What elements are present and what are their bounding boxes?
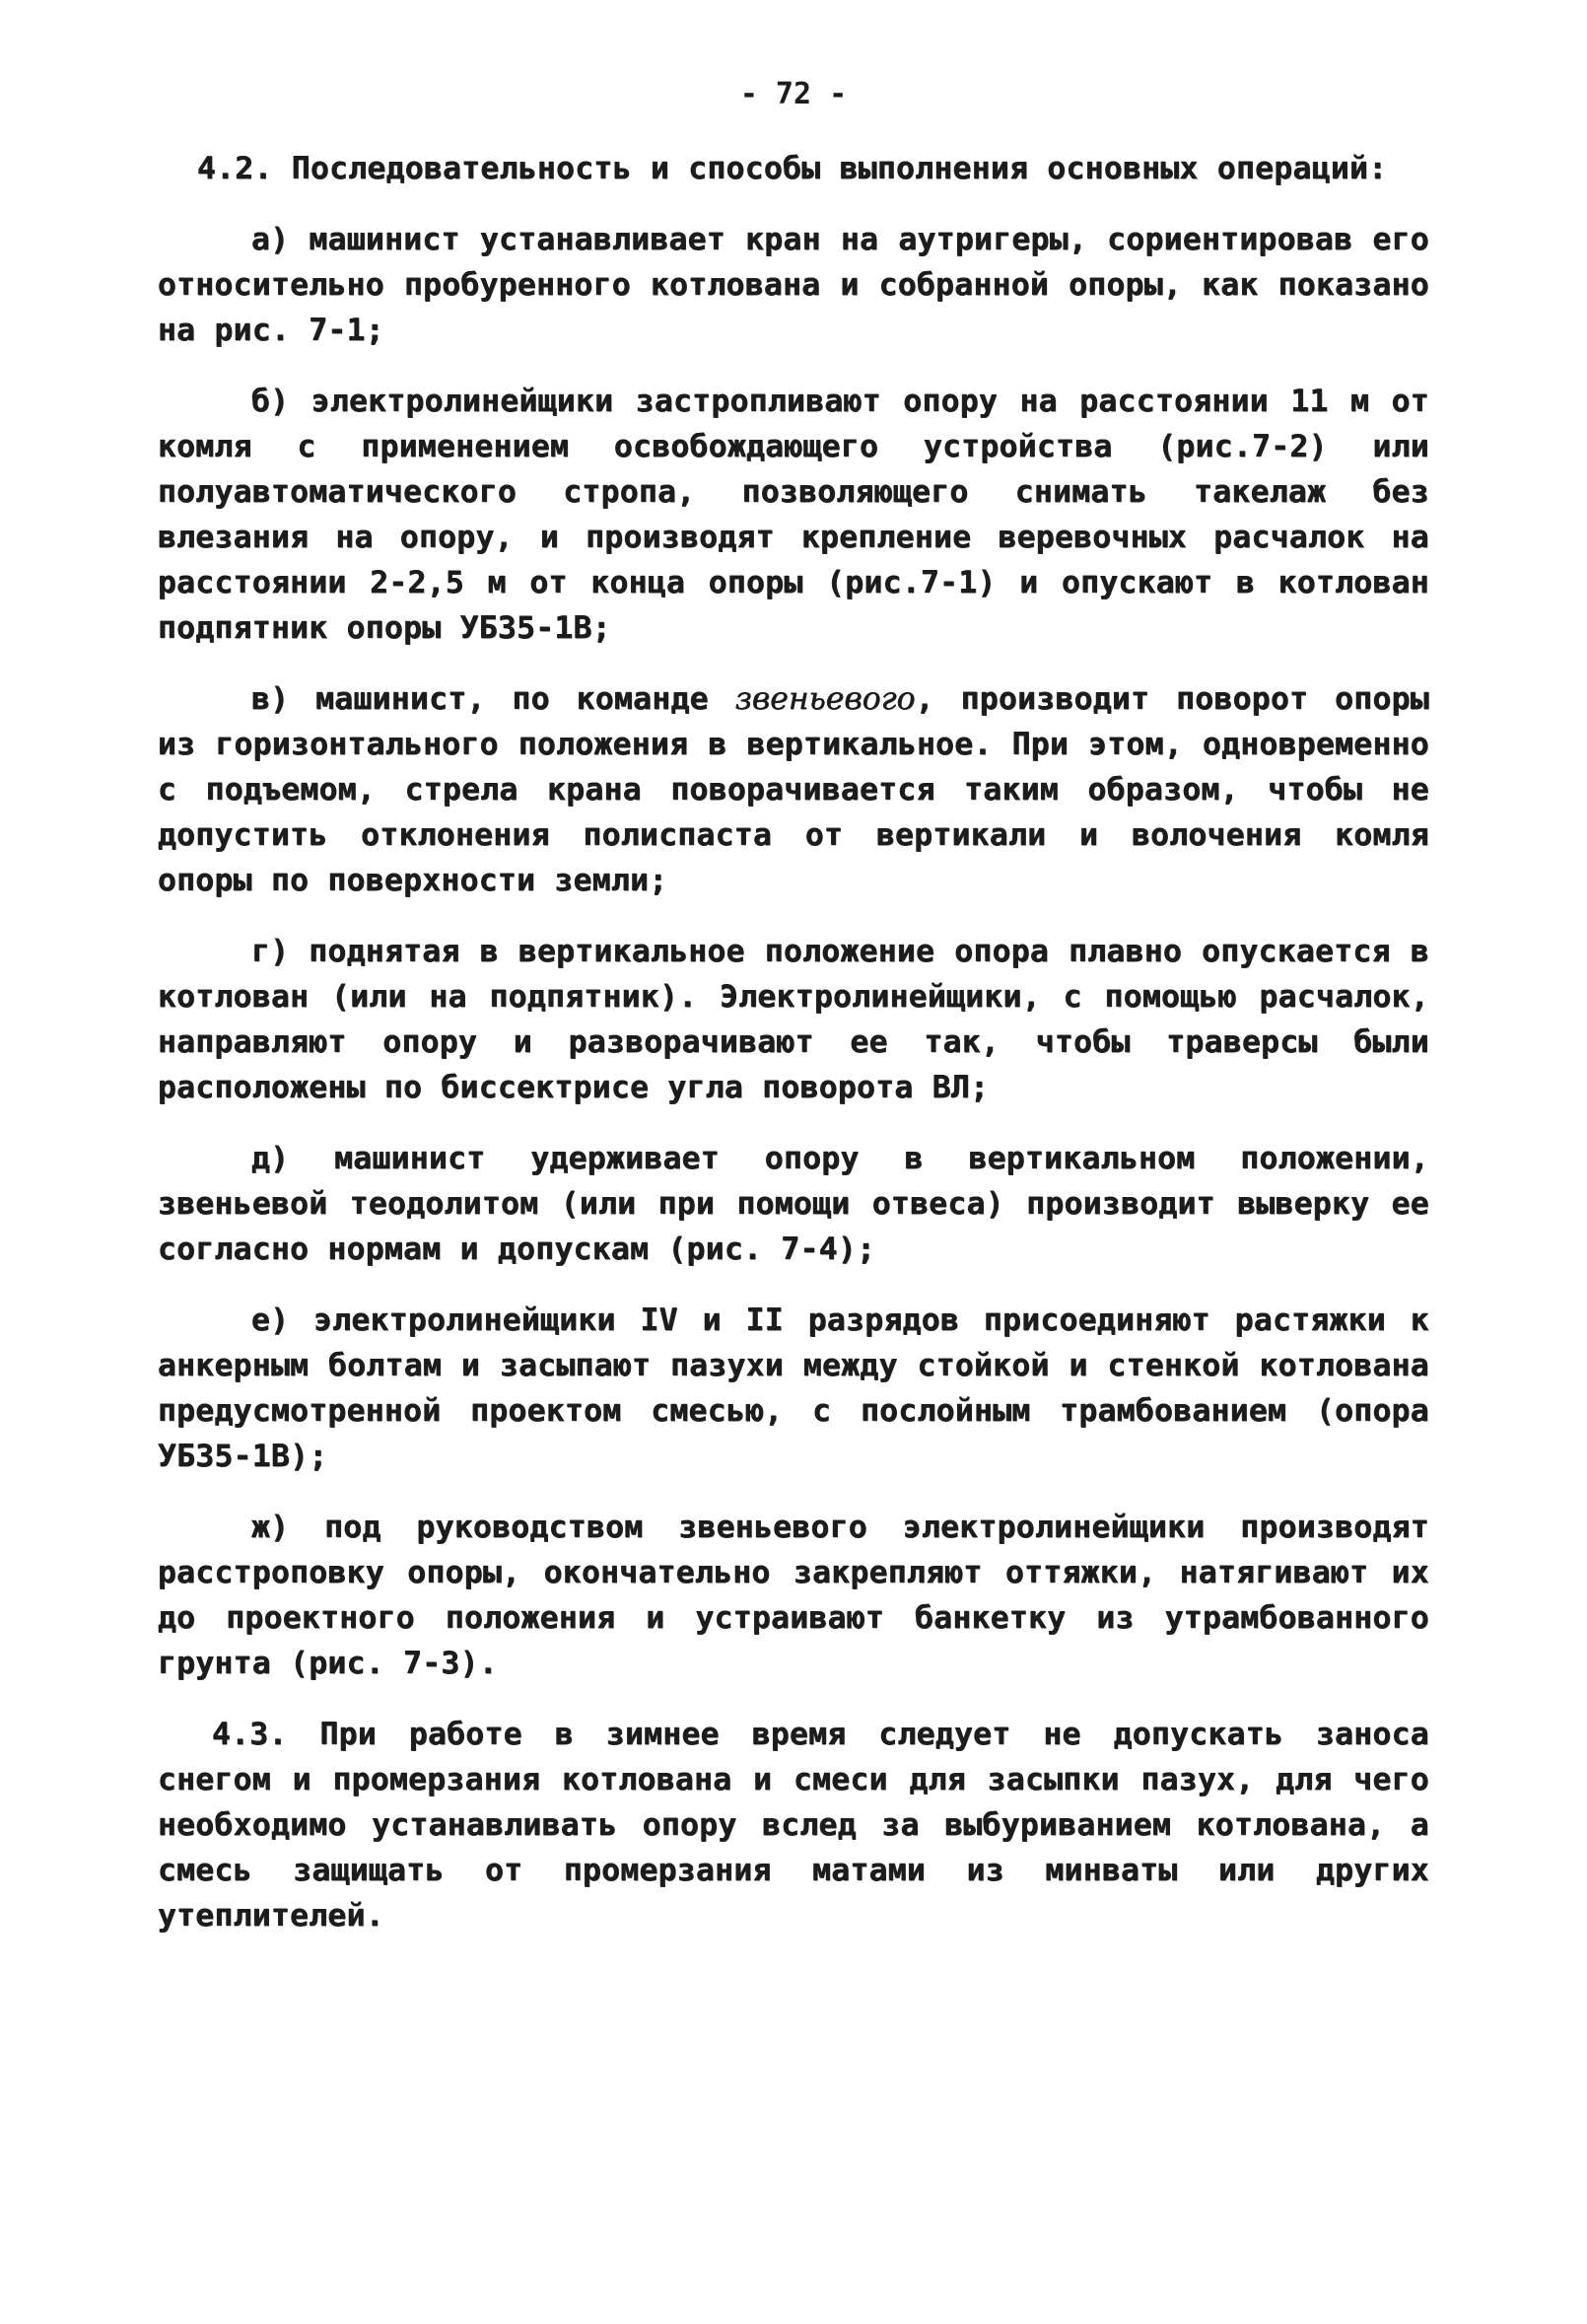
section-heading-4-2: 4.2. Последовательность и способы выполнения основных операций: (197, 151, 1388, 186)
list-item-v-text-after: , производит поворот опоры из горизонтального положения в вертикальное. При этом, одновременно с подъемом, стрела крана поворачивается таким образом, чтобы не допустить отклонения полиспаста от вертикали и волочения комля опоры по поверхности земли; (158, 681, 1430, 898)
section-paragraph-4-3: 4.3. При работе в зимнее время следует не допускать заноса снегом и промерзания котлована и смеси для засыпки пазух, для чего необходимо устанавливать опору вслед за выбуриванием котлована, а смесь защищать от промерзания матами из минваты или других утеплителей. (158, 1717, 1429, 1934)
list-item-zh: ж) под руководством звеньевого электролинейщики производят расстроповку опоры, окончательно закрепляют оттяжки, натягивают их до проектного положения и устраивают банкетку из утрамбованного грунта (рис. 7-3). (158, 1510, 1429, 1681)
list-item-v (158, 676, 1429, 903)
list-item-d: д) машинист удерживает опору в вертикальном положении, звеньевой теодолитом (или при помощи отвеса) производит выверку ее согласно нормам и допускам (рис. 7-4); (158, 1141, 1429, 1267)
list-item-a: а) машинист устанавливает кран на аутригеры, сориентировав его относительно пробуренного котлована и собранной опоры, как показано на рис. 7-1; (158, 222, 1429, 348)
page-number: - 72 - (739, 77, 848, 111)
list-item-v-text-before: в) машинист, по команде (251, 681, 735, 717)
handwritten-insertion: звеньевого (734, 681, 916, 717)
list-item-g: г) поднятая в вертикальное положение опора плавно опускается в котлован (или на подпятник). Электролинейщики, с помощью расчалок, направляют опору и разворачивают ее так, чтобы траверсы были расположены по биссектрисе угла поворота ВЛ; (158, 934, 1429, 1105)
list-item-e: е) электролинейщики IV и II разрядов присоединяют растяжки к анкерным болтам и засыпают пазухи между стойкой и стенкой котлована предусмотренной проектом смесью, с послойным трамбованием (опора УБ35-1В); (158, 1303, 1429, 1474)
document-body (158, 146, 1429, 1964)
list-item-b: б) электролинейщики застропливают опору на расстоянии 11 м от комля с применением освобождающего устройства (рис.7-2) или полуавтоматического стропа, позволяющего снимать такелаж без влезания на опору, и производят крепление веревочных расчалок на расстоянии 2-2,5 м от конца опоры (рис.7-1) и опускают в котлован подпятник опоры УБ35-1В; (158, 384, 1429, 646)
